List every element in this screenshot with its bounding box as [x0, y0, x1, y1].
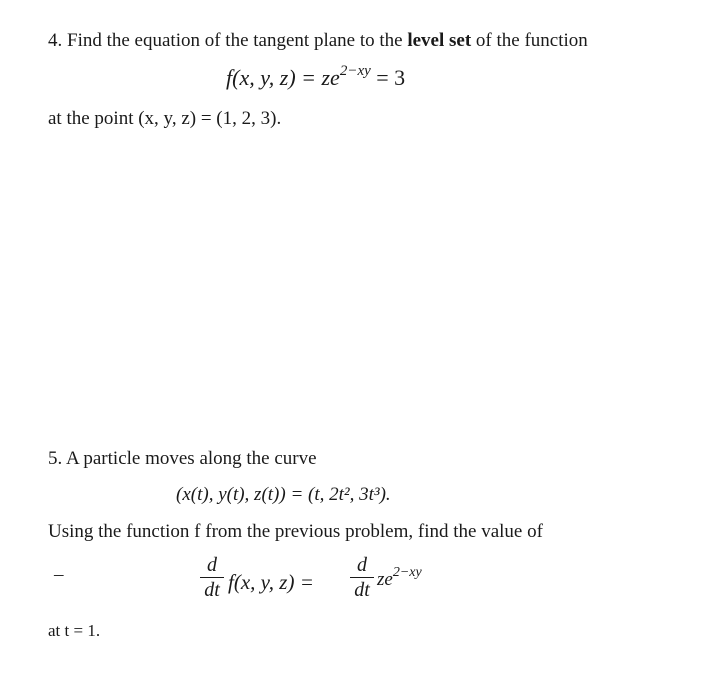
fraction-bar-left [200, 577, 224, 578]
problem4-intro-before: Find the equation of the tangent plane to the [67, 30, 403, 51]
derivative-rhs-base: ze [377, 569, 393, 590]
problem4-intro-after: of the function [475, 30, 588, 51]
problem4-equation-lhs: f(x, y, z) = ze [226, 65, 340, 90]
problem4-intro [48, 29, 588, 53]
problem5-dash: – [54, 564, 64, 585]
problem4-equation [226, 64, 405, 95]
problem5-curve: (x(t), y(t), z(t)) = (t, 2t², 3t³). [176, 484, 391, 505]
problem5-number: 5. [48, 448, 63, 469]
derivative-operator-right [350, 554, 374, 601]
problem5-intro-text: A particle moves along the curve [65, 448, 317, 469]
derivative-den-left: dt [204, 579, 220, 601]
problem4-intro-bold: level set [407, 30, 472, 51]
derivative-operator-left [200, 554, 224, 601]
derivative-rhs-exponent: 2−xy [392, 565, 422, 580]
problem5-intro [48, 447, 317, 471]
problem4-equation-exponent: 2−xy [339, 63, 371, 79]
derivative-num-right: d [357, 554, 367, 576]
problem4-point-line: at the point (x, y, z) = (1, 2, 3). [48, 108, 282, 129]
fraction-bar-right [350, 577, 374, 578]
problem4-number: 4. [48, 30, 63, 51]
problem4-equation-rhs: = 3 [376, 65, 406, 90]
derivative-den-right: dt [354, 579, 370, 601]
problem5-using-line: Using the function f from the previous problem, find the value of [48, 521, 543, 542]
derivative-num-left: d [207, 554, 217, 576]
problem5-at-line: at t = 1. [48, 621, 101, 640]
derivative-f-expression: f(x, y, z) = [228, 570, 314, 594]
derivative-rhs-expression [377, 566, 422, 596]
